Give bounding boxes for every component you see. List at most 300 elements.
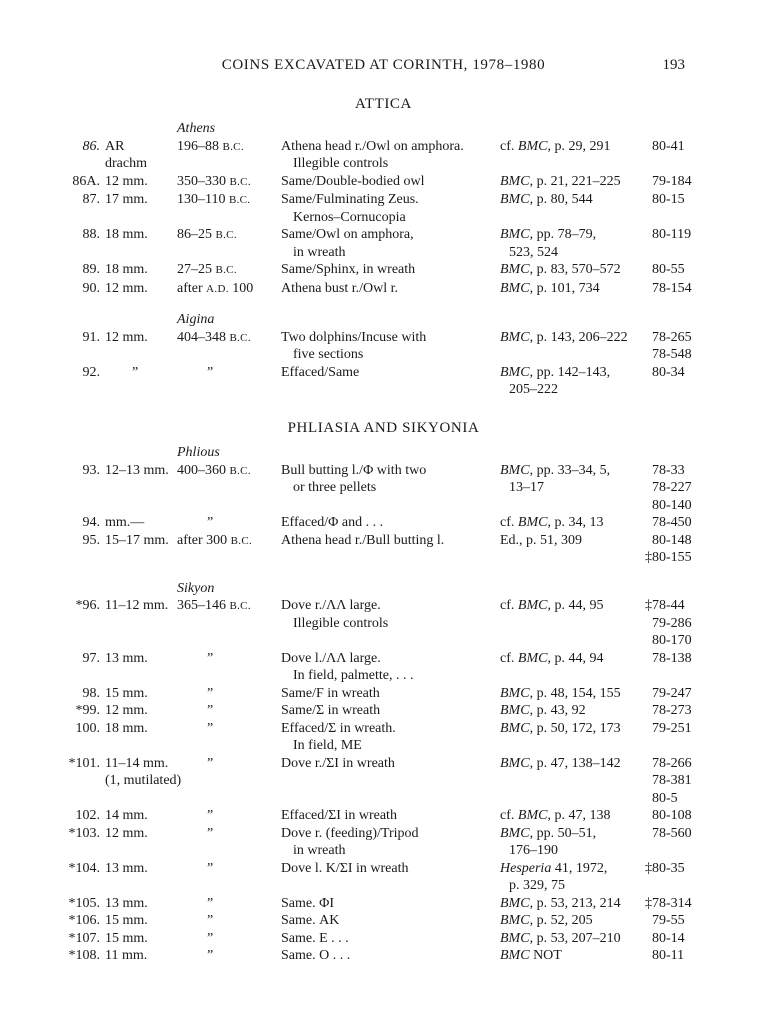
date-text: B.C. [222,140,244,153]
table-row [60,226,707,261]
table-row [60,685,707,703]
reference-cell [495,280,647,298]
description-cell [276,755,495,773]
date-cell [172,280,276,299]
reference-line [500,138,647,156]
date-text: B.C. [229,600,251,612]
entry-number-cell: *99. [75,703,100,718]
size-line: 12 mm. [105,703,148,718]
reference-cell [495,912,647,930]
table-row [60,860,707,895]
reference-text: , p. 29, 291 [547,138,611,154]
coin-id-cell [647,261,707,279]
description-cell [276,191,495,226]
coin-id-line: 80-34 [652,364,685,380]
date-text: 196–88 [177,138,223,154]
reference-text: NOT [529,948,562,963]
table-row [60,930,707,948]
date-text: 400–360 [177,462,230,478]
mint-subheading [172,120,276,138]
coin-id-line: 80-41 [652,138,685,154]
reference-text: , p. 44, 94 [547,650,604,666]
reference-text: 523, 524 [509,244,558,260]
coin-id-line: 79-184 [652,173,692,189]
date-line: ” [207,650,214,666]
reference-text: , p. 52, 205 [529,913,593,928]
description-cell [276,532,495,550]
description-line: Kernos–Cornucopia [293,209,406,225]
reference-text: BMC [500,173,530,189]
entry-number-cell: 102. [75,808,100,823]
description-line: or three pellets [293,480,377,495]
reference-text: BMC [500,703,530,718]
date-line [177,462,276,481]
entry-number-cell: 90. [82,280,100,296]
date-cell [172,138,276,157]
reference-text: BMC [500,913,530,928]
entry-number-cell: 93. [82,462,100,478]
entry-number-cell: *103. [68,825,100,841]
table-row [60,191,707,226]
size-cell [100,329,172,347]
coin-id-line: 79-55 [652,913,685,928]
description-cell [276,912,495,930]
size-line: 12 mm. [105,280,148,296]
description-line: Athena head r./Owl on amphora. [281,138,464,154]
date-line [177,173,276,192]
size-cell [100,173,172,191]
reference-line [500,381,647,399]
coin-id-cell [647,860,707,878]
description-line: Same/Fulminating Zeus. [281,192,419,207]
reference-text: , p. 43, 92 [529,703,586,718]
reference-text: BMC [517,515,548,530]
coin-id-line: 80-15 [652,192,685,207]
reference-text: cf. [500,515,518,530]
description-cell [276,807,495,825]
section-heading: PHLIASIA AND SIKYONIA [287,419,480,436]
reference-line [500,685,647,703]
reference-cell [495,597,647,615]
date-text: B.C. [230,534,253,547]
date-text: 365–146 [177,598,230,613]
entry-number-cell: 86A. [72,173,100,189]
date-line [177,329,276,348]
reference-text: cf. [500,138,518,154]
coin-id-cell [647,685,707,703]
coin-id-cell [647,462,707,515]
date-line [177,191,276,210]
description-line: In field, palmette, . . . [293,668,414,683]
reference-text: , pp. 50–51, [529,825,597,841]
reference-line [500,947,647,965]
date-line: ” [207,825,214,841]
table-row [60,720,707,755]
description-line: Dove r./ΣΙ in wreath [281,755,395,771]
mint-subheading-row [60,120,707,138]
reference-text: 41, 1972, [551,860,608,876]
coin-id-cell [647,807,707,825]
table-row [60,138,707,173]
date-cell [172,755,276,773]
description-line: In field, ΜΕ [293,738,362,753]
date-line [177,138,276,157]
coin-id-cell [647,329,707,364]
reference-line [500,720,647,738]
description-line: Same/Owl on amphora, [281,227,414,242]
size-line: 11–14 mm. [105,755,169,771]
reference-line [500,532,647,550]
table-row [60,173,707,192]
description-line: Same. Ο . . . [281,948,351,963]
reference-cell [495,895,647,913]
date-line: ” [207,860,214,876]
size-line: mm.— [105,515,145,530]
coin-id-cell [647,138,707,156]
reference-line [500,597,647,615]
reference-line [500,261,647,279]
size-cell [100,755,182,790]
reference-cell [495,191,647,209]
coin-id-cell [647,191,707,209]
date-line: ” [207,685,214,701]
reference-text: BMC [500,280,530,296]
reference-line [500,364,647,382]
entry-number-cell: 98. [82,685,100,701]
reference-cell [495,173,647,191]
date-cell [172,173,276,192]
description-line: Dove l. Κ/ΣΙ in wreath [281,860,409,876]
coin-id-line: 78-273 [652,703,692,718]
date-cell [172,261,276,280]
mint-subheading [172,444,276,462]
size-cell [100,860,172,878]
description-line: Same. ΦΙ [281,895,334,911]
date-line: ” [207,364,214,380]
date-cell [172,720,276,738]
date-cell [172,895,276,913]
table-row [60,895,707,913]
mint-name: Aigina [177,312,215,327]
date-text: 27–25 [177,262,216,277]
entry-number-cell: 88. [82,227,100,242]
size-line: ” [132,364,139,380]
reference-text: , p. 34, 13 [547,515,604,530]
reference-text: cf. [500,808,518,823]
reference-text: , pp. 142–143, [529,364,611,380]
date-cell [172,191,276,210]
reference-cell [495,720,647,738]
reference-text: BMC [500,895,530,911]
reference-line [500,226,647,244]
size-cell [100,191,172,209]
coin-id-line: 78-265 [652,329,692,345]
date-cell [172,930,276,948]
size-cell [100,912,172,930]
size-cell [100,532,172,550]
size-cell [100,514,172,532]
coin-id-cell [647,514,707,532]
date-cell [172,462,276,481]
description-line: five sections [293,347,364,362]
date-cell [172,702,276,720]
description-cell [276,825,495,860]
size-line: 18 mm. [105,227,148,242]
coin-id-cell [647,650,707,668]
reference-text: , p. 44, 95 [547,598,604,613]
size-line: 18 mm. [105,720,148,736]
description-cell [276,173,495,191]
date-line: ” [207,755,214,771]
reference-text: cf. [500,598,518,613]
date-cell [172,947,276,965]
description-cell [276,138,495,173]
coin-id-line: 79-286 [652,615,692,631]
reference-text: , p. 48, 154, 155 [529,685,621,701]
reference-line [500,329,647,347]
table-row [60,514,707,532]
table-row [60,912,707,930]
description-cell [276,650,495,685]
reference-text: , p. 21, 221–225 [529,173,621,189]
coin-id-line: 79-251 [652,720,692,736]
reference-text: BMC [517,808,548,823]
size-line: 11–12 mm. [105,598,169,613]
reference-cell [495,860,647,895]
coin-id-line: 78-450 [652,515,692,530]
description-line: Bull butting l./Φ with two [281,462,427,478]
date-line: ” [207,895,214,911]
description-cell [276,364,495,382]
reference-text: BMC [500,462,530,478]
date-line: ” [207,948,214,963]
size-line: 13 mm. [105,650,148,666]
reference-line [500,755,647,773]
reference-text: BMC [500,262,530,277]
reference-text: Ed., p. 51, 309 [500,532,583,548]
coin-id-line: 80-55 [652,262,685,277]
reference-text: , p. 47, 138–142 [529,755,621,771]
date-cell [172,912,276,930]
table-row [60,807,707,825]
coin-id-line: 80-119 [652,227,692,242]
date-text: B.C. [228,194,251,206]
coin-id-cell [647,895,707,913]
reference-cell [495,930,647,948]
description-cell [276,329,495,364]
reference-cell [495,462,647,497]
reference-text: BMC [517,598,548,613]
mint-name: Athens [177,121,216,136]
size-cell [100,650,172,668]
table-row [60,825,707,860]
entry-number-cell: *104. [68,860,100,876]
description-line: Same. Ε . . . [281,930,349,946]
date-line: ” [207,930,214,946]
entry-number-cell: 100. [75,720,100,736]
description-line: Effaced/ΣΙ in wreath [281,808,397,823]
reference-text: BMC [517,138,548,154]
description-cell [276,514,495,532]
date-line [177,226,276,245]
table-row [60,280,707,299]
size-line: 14 mm. [105,808,148,823]
size-line: 11 mm. [105,948,148,963]
table-row [60,532,707,567]
description-line: Effaced/Φ and . . . [281,515,384,530]
date-line [177,280,276,299]
reference-text: BMC [500,685,530,701]
description-cell [276,702,495,720]
date-text: 350–330 [177,173,230,189]
date-text: B.C. [215,229,237,241]
reference-line [500,860,647,878]
coin-id-cell [647,597,707,650]
coin-id-line: ‡78-314 [645,895,692,911]
coin-id-line: 80-148 [652,532,692,548]
description-line: in wreath [293,244,346,260]
coin-id-line: 78-381 [652,773,692,788]
section-heading: ATTICA [355,95,412,112]
entry-number-cell: *107. [68,930,100,946]
date-line [177,261,276,280]
date-cell [172,226,276,245]
size-cell [100,825,172,843]
description-cell [276,226,495,261]
date-line: ” [207,913,214,928]
reference-line [500,462,647,480]
table-row [60,261,707,280]
reference-text: , p. 53, 213, 214 [529,895,621,911]
size-line: 12 mm. [105,329,148,345]
size-line: 15 mm. [105,685,148,701]
reference-text: BMC [500,329,530,345]
table-row [60,597,707,650]
reference-cell [495,650,647,668]
reference-line [500,842,647,860]
size-cell [100,685,172,703]
date-text: B.C. [215,264,237,276]
coin-id-cell [647,947,707,965]
description-line: Same/Σ in wreath [281,703,381,718]
entry-number-cell: *96. [75,598,100,613]
reference-cell [495,825,647,860]
mint-name: Phlious [177,445,220,460]
description-line: Effaced/Σ in wreath. [281,720,396,736]
coin-id-line: 78-560 [652,825,692,841]
size-line: 13 mm. [105,895,148,911]
reference-cell [495,947,647,965]
entry-number-cell: 87. [82,192,100,207]
mint-subheading-row [60,580,707,598]
reference-line [500,191,647,209]
date-text: 100 [228,280,254,296]
description-line: Same/Sphinx, in wreath [281,262,416,277]
reference-line [500,702,647,720]
entry-number-cell: 92. [82,364,100,380]
size-line: 17 mm. [105,192,148,207]
description-line: Dove r./ΛΛ large. [281,598,381,613]
size-line: 13 mm. [105,860,148,876]
date-cell [172,825,276,843]
description-cell [276,860,495,878]
reference-line [500,930,647,948]
reference-text: , p. 143, 206–222 [529,329,628,345]
entry-number-cell: 95. [82,532,100,548]
coin-id-cell [647,364,707,382]
reference-cell [495,226,647,261]
size-cell [100,138,172,173]
reference-line [500,877,647,895]
date-cell [172,532,276,551]
reference-line [500,650,647,668]
reference-text: cf. [500,650,518,666]
description-line: Athena head r./Bull butting l. [281,532,445,548]
coin-id-cell [647,912,707,930]
description-line: Athena bust r./Owl r. [281,280,399,296]
description-cell [276,261,495,279]
coin-id-line: 78-154 [652,280,692,296]
coin-id-line: 78-548 [652,347,692,362]
reference-line [500,479,647,497]
entry-number-cell: 86. [82,138,100,154]
coin-catalogue-table [60,96,707,965]
coin-id-cell [647,720,707,738]
table-row [60,755,707,808]
coin-id-line: ‡80-155 [645,550,692,565]
date-line: ” [207,515,214,530]
reference-line [500,244,647,262]
entry-number-cell: *106. [68,913,100,928]
coin-id-line: 78-266 [652,755,692,771]
description-cell [276,930,495,948]
coin-id-cell [647,702,707,720]
description-cell [276,280,495,298]
coin-id-line: 80-140 [652,497,692,513]
reference-text: BMC [500,948,530,963]
size-line: AR [105,138,125,154]
page-header [60,57,707,75]
table-row [60,364,707,399]
description-line: Effaced/Same [281,364,360,380]
date-cell [172,685,276,703]
size-line: (1, mutilated) [105,773,182,788]
size-cell [100,280,172,298]
date-line: ” [207,808,214,823]
reference-cell [495,261,647,279]
coin-id-line: 80-5 [652,790,678,806]
reference-text: , p. 83, 570–572 [529,262,621,277]
reference-cell [495,755,647,773]
reference-text: 176–190 [509,843,558,858]
table-row [60,650,707,685]
entry-number-cell: 89. [82,262,100,277]
size-cell [100,895,172,913]
coin-id-cell [647,226,707,244]
description-line: Same/Ϝ in wreath [281,685,380,701]
date-text: B.C. [229,464,251,477]
date-cell [172,807,276,825]
date-text: 404–348 [177,329,230,345]
reference-text: BMC [517,650,548,666]
size-cell [100,807,172,825]
date-cell [172,329,276,348]
reference-cell [495,532,647,550]
page-number: 193 [662,57,685,73]
table-row [60,462,707,515]
reference-text: BMC [500,755,530,771]
coin-id-line: 78-33 [652,462,685,478]
